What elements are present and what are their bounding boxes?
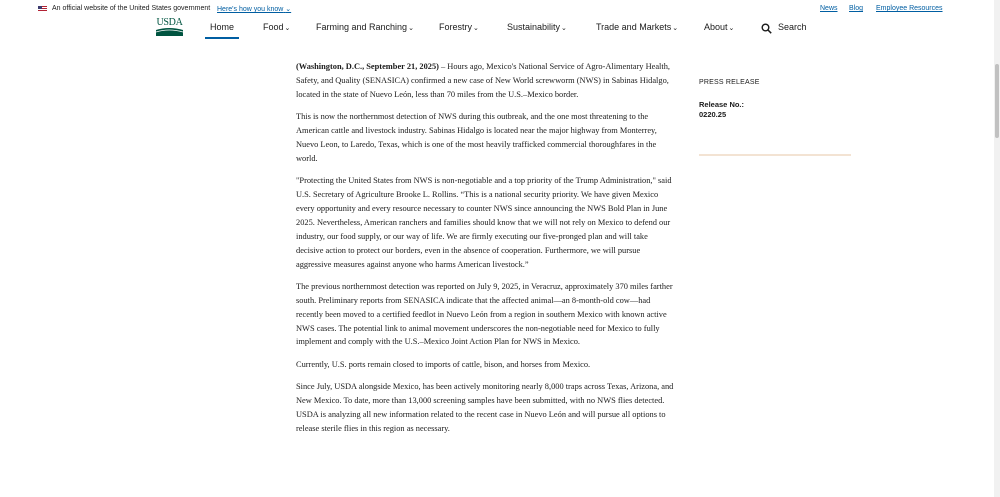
nav-item-food[interactable]: Food⌄ — [263, 22, 291, 32]
search-icon — [761, 23, 772, 34]
chevron-down-icon: ⌄ — [473, 25, 479, 32]
paragraph-5: Currently, U.S. ports remain closed to imports of cattle, bison, and horses from Mexico. — [296, 359, 591, 369]
chevron-down-icon: ⌄ — [561, 25, 567, 32]
press-release-body — [296, 60, 676, 444]
news-link[interactable]: News — [820, 5, 838, 12]
employee-resources-link[interactable]: Employee Resources — [876, 5, 943, 12]
chevron-down-icon: ⌄ — [728, 25, 735, 32]
chevron-down-icon: ⌄ — [408, 25, 414, 32]
how-you-know-link[interactable]: Here's how you know ⌄ — [217, 6, 292, 13]
release-number: 0220.25 — [699, 110, 727, 119]
nav-item-home[interactable]: Home — [210, 22, 235, 32]
search-label: Search — [778, 22, 807, 32]
paragraph-4: The previous northernmost detection was reported on July 9, 2025, in Veracruz, approximately 370 miles farther south. Preliminary reports from SENASICA indicate that the affected animal—an 8-month-old cow—had recently been moved to a certified feedlot in Nuevo León from a region in southern Mexico with known active NWS cases. The potential link to animal movement underscores the non-negotiable need for Mexico to fully implement and comply with the U.S.–Mexico Joint Action Plan for NWS in Mexico. — [296, 281, 673, 347]
release-sidebar — [699, 78, 851, 120]
gov-banner — [0, 0, 1000, 18]
us-flag-icon — [38, 6, 47, 12]
paragraph-1: (Washington, D.C., September 21, 2025) – Hours ago, Mexico's National Service of Agro-Alimentary Health, Safety, and Quality (SENASICA) confirmed a new case of New World screwworm (NWS) in Sabinas Hidalgo, located in the state of Nuevo León, less than 70 miles from the U.S.–Mexico border. — [296, 62, 670, 99]
page-scrollbar[interactable] — [994, 0, 1000, 497]
press-release-label: PRESS RELEASE — [699, 79, 760, 86]
chevron-down-icon: ⌄ — [284, 25, 291, 32]
paragraph-3: "Protecting the United States from NWS is non-negotiable and a top priority of the Trump Administration," said U.S. Secretary of Agriculture Brooke L. Rollins. “This is a national security priority. We have given Mexico every opportunity and every resource necessary to counter NWS since announcing the NWS Bold Plan in June 2025. Nevertheless, American ranchers and families should know that we will not rely on Mexico to defend our industry, our food supply, or our way of life. We are firmly executing our five-pronged plan and will take decisive action to protect our borders, even in the absence of cooperation. Furthermore, we will pursue aggressive measures against anyone who harms American livestock.” — [296, 176, 672, 269]
nav-item-sustainability[interactable]: Sustainability⌄ — [507, 22, 567, 32]
dateline: (Washington, D.C., September 21, 2025) — [296, 62, 439, 71]
blog-link[interactable]: Blog — [849, 5, 864, 12]
scrollbar-thumb[interactable] — [995, 64, 999, 138]
chevron-down-icon: ⌄ — [672, 25, 679, 32]
usda-logo-text: USDA — [156, 17, 183, 28]
official-website-text: An official website of the United States government — [52, 5, 211, 12]
nav-item-forestry[interactable]: Forestry⌄ — [439, 22, 479, 32]
nav-item-farming-and-ranching[interactable]: Farming and Ranching⌄ — [316, 22, 414, 32]
nav-item-about[interactable]: About⌄ — [704, 22, 735, 32]
paragraph-2: This is now the northernmost detection of NWS during this outbreak, and the one most threatening to the American cattle and livestock industry. Sabinas Hidalgo is located near the major highway from Monterrey, Nuevo Leon, to Laredo, Texas, which is one of the most heavily trafficked commercial thoroughfares in the world. — [296, 112, 657, 163]
chevron-down-icon: ⌄ — [285, 6, 292, 13]
nav-item-trade-and-markets[interactable]: Trade and Markets⌄ — [596, 22, 679, 32]
usda-swoosh-icon — [156, 27, 183, 36]
sidebar-divider — [699, 154, 851, 156]
active-nav-indicator — [205, 37, 239, 39]
paragraph-6: Since July, USDA alongside Mexico, has been actively monitoring nearly 8,000 traps across Texas, Arizona, and New Mexico. To date, more than 13,000 screening samples have been submitted, with no NWS flies detected. USDA is analyzing all new information related to the recent case in Nuevo León and will pursue all options to release sterile flies in this region as necessary. — [296, 382, 674, 433]
release-number-label: Release No.: — [699, 100, 745, 109]
usda-logo[interactable] — [156, 18, 183, 36]
